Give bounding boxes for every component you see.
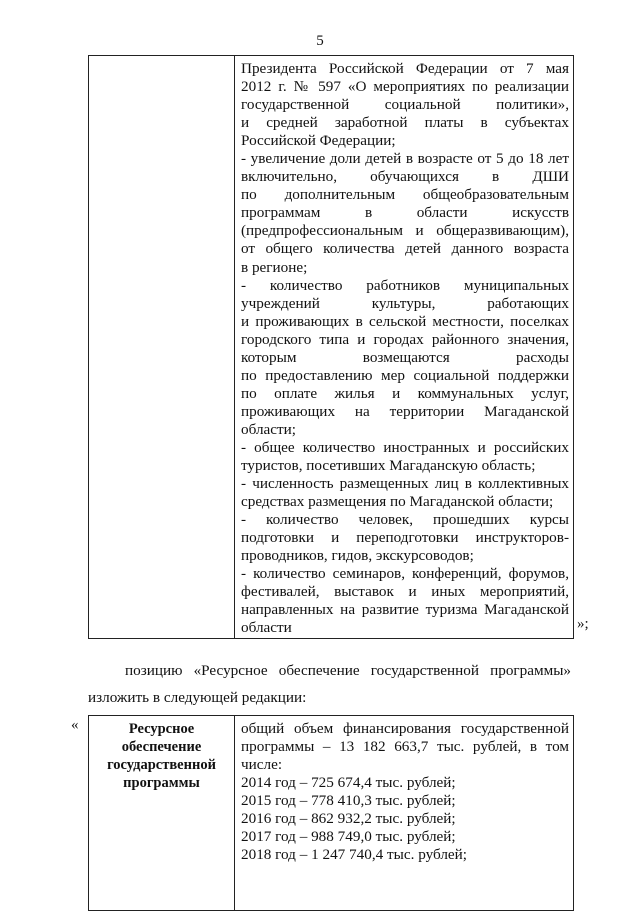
- text-line: учреждений культуры, работающих: [241, 294, 569, 312]
- table-cell-left: [89, 56, 235, 639]
- text-line: области;: [241, 420, 296, 438]
- amendment-paragraph-line: позицию «Ресурсное обеспечение государственной программы»: [125, 662, 571, 679]
- text-line: городского типа и городах районного значения,: [241, 330, 569, 348]
- text-line: - количество семинаров, конференций, форумов,: [241, 565, 569, 583]
- text-line: и проживающих в сельской местности, поселках: [241, 312, 569, 330]
- text-line: программам в области искусств: [241, 204, 569, 222]
- text-line: - увеличение доли детей в возрасте от 5 до 18 лет: [241, 150, 569, 168]
- table-row: [89, 716, 574, 911]
- text-line: и средней заработной платы в субъектах: [241, 114, 569, 132]
- opening-quote: «: [71, 717, 79, 733]
- amendment-paragraph-line: изложить в следующей редакции:: [88, 689, 307, 706]
- text-line: программы – 13 182 663,7 тыс. рублей, в том: [241, 738, 569, 756]
- text-line: 2016 год – 862 932,2 тыс. рублей;: [241, 810, 456, 828]
- text-line: 2014 год – 725 674,4 тыс. рублей;: [241, 774, 456, 792]
- row-label-line: государственной: [107, 757, 216, 773]
- text-line: по предоставлению мер социальной поддержки: [241, 366, 569, 384]
- text-line: числе:: [241, 756, 283, 774]
- text-line: по дополнительным общеобразовательным: [241, 186, 569, 204]
- resource-label-cell: [89, 716, 235, 911]
- text-line: которым возмещаются расходы: [241, 348, 569, 366]
- text-line: общий объем финансирования государственной: [241, 720, 569, 737]
- text-line: средствах размещения по Магаданской области;: [241, 493, 554, 511]
- text-line: 2017 год – 988 749,0 тыс. рублей;: [241, 828, 456, 846]
- page-number: 5: [316, 33, 324, 49]
- text-line: 2012 г. № 597 «О мероприятиях по реализации: [241, 78, 569, 96]
- text-line: Президента Российской Федерации от 7 мая: [241, 60, 569, 77]
- text-line: Российской Федерации;: [241, 132, 396, 150]
- text-line: направленных на развитие туризма Магаданской: [241, 601, 569, 619]
- text-line: включительно, обучающихся в ДШИ: [241, 168, 569, 186]
- row-label-line: Ресурсное: [128, 721, 195, 737]
- text-line: проводников, гидов, экскурсоводов;: [241, 547, 474, 565]
- row-label: [89, 720, 234, 792]
- text-line: 2015 год – 778 410,3 тыс. рублей;: [241, 792, 456, 810]
- closing-quote: »;: [577, 616, 589, 632]
- text-line: - численность размещенных лиц в коллективных: [241, 475, 569, 493]
- indicators-table: [88, 55, 574, 639]
- text-line: фестивалей, выставок и иных мероприятий,: [241, 583, 569, 601]
- text-line: в регионе;: [241, 258, 308, 276]
- text-line: государственной социальной политики»,: [241, 96, 569, 114]
- resource-text-cell: [235, 716, 574, 911]
- text-line: туристов, посетивших Магаданскую область;: [241, 457, 536, 475]
- text-line: (предпрофессиональным и общеразвивающим),: [241, 222, 569, 240]
- text-line: - общее количество иностранных и российских: [241, 438, 569, 456]
- table-row: [89, 56, 574, 639]
- text-line: от общего количества детей данного возраста: [241, 240, 569, 258]
- text-line: - количество работников муниципальных: [241, 276, 569, 294]
- text-line: проживающих на территории Магаданской: [241, 402, 569, 420]
- row-label-line: программы: [123, 775, 200, 791]
- text-line: области: [241, 619, 292, 637]
- indicators-text-cell: [235, 56, 574, 639]
- text-line: 2018 год – 1 247 740,4 тыс. рублей;: [241, 846, 468, 864]
- text-line: по оплате жилья и коммунальных услуг,: [241, 384, 569, 402]
- row-label-line: обеспечение: [121, 739, 202, 755]
- text-line: - количество человек, прошедших курсы: [241, 511, 569, 529]
- text-line: подготовки и переподготовки инструкторов-: [241, 529, 569, 547]
- resource-table: [88, 715, 574, 911]
